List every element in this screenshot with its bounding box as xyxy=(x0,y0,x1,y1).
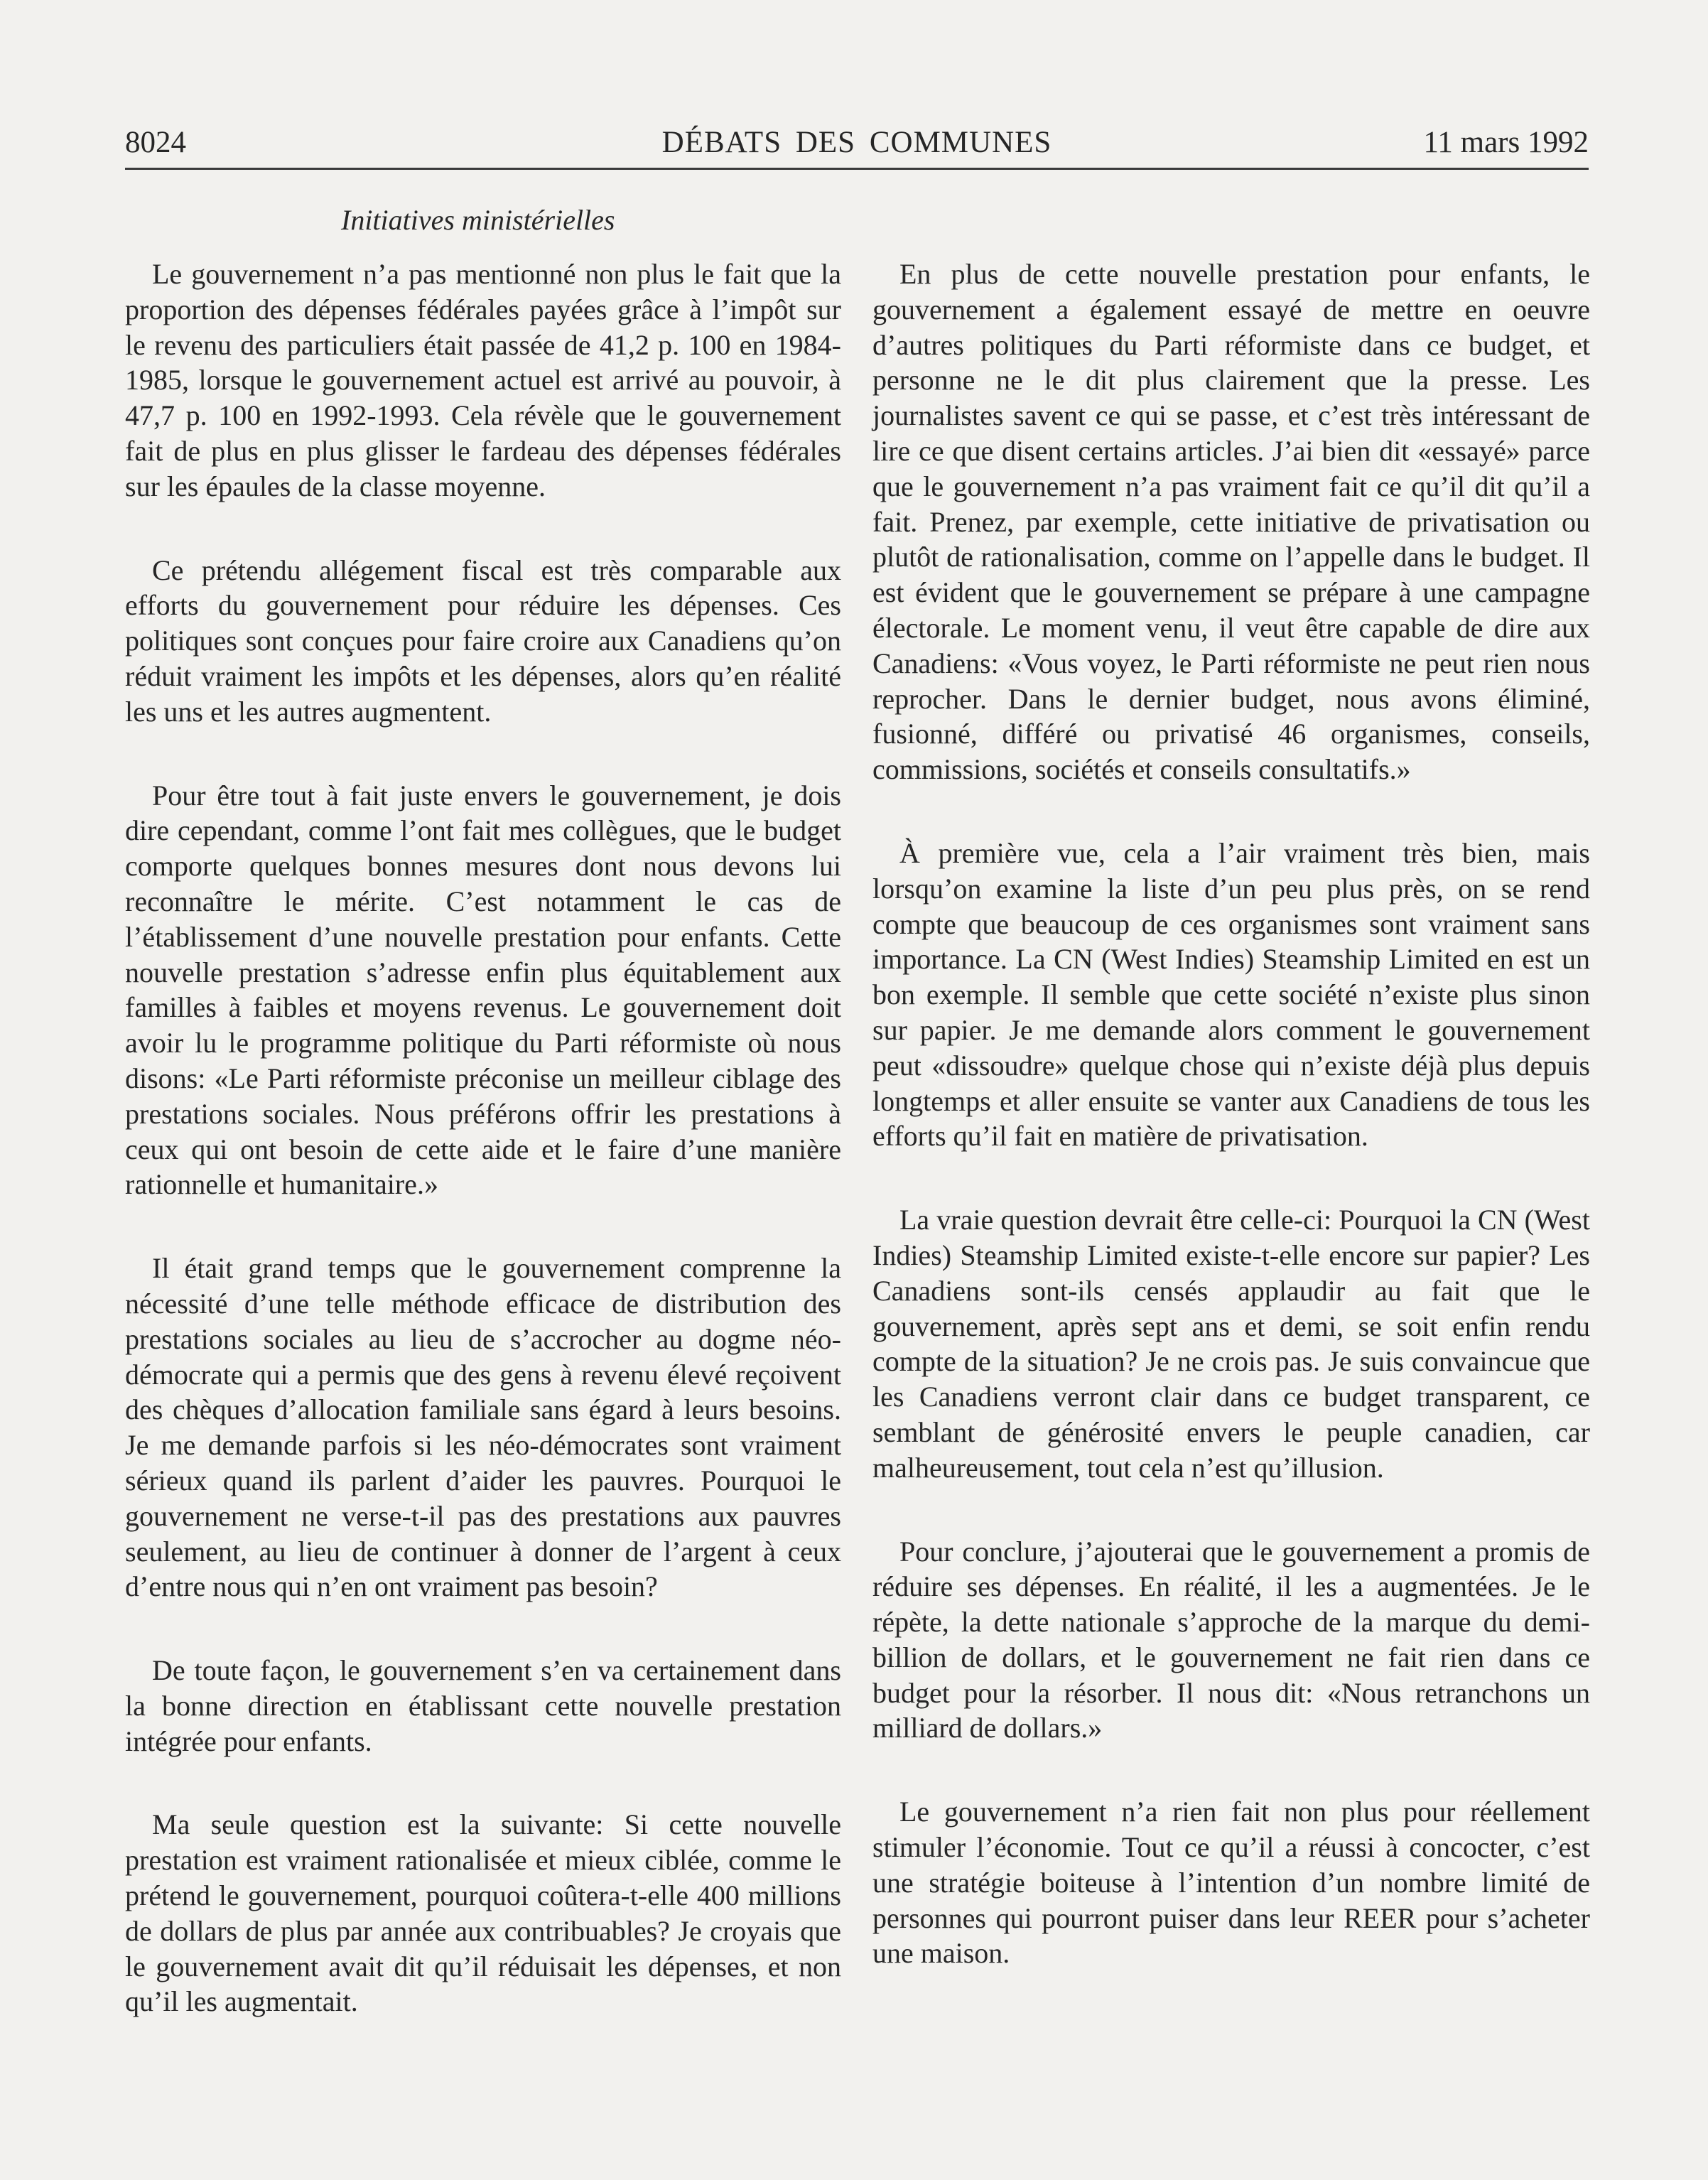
sitting-date: 11 mars 1992 xyxy=(1423,126,1589,159)
paragraph: Ce prétendu allégement fiscal est très comparable aux efforts du gouvernement pour réduire les dépenses. Ces politiques sont conçues pour faire croire aux Canadiens qu’on réduit vraiment les impôts et les dépenses, alors qu’en réalité les uns et les autres augmentent. xyxy=(125,554,841,728)
paragraph: En plus de cette nouvelle prestation pour enfants, le gouvernement a également essayé de mettre en oeuvre d’autres politiques du Parti réformiste dans ce budget, et personne ne le dit plus clairement que la presse. Les journalistes savent ce qui se passe, et c’est très intéressant de lire ce que disent certains articles. J’ai bien dit «essayé» parce que le gouvernement n’a pas vraiment fait ce qu’il dit qu’il a fait. Prenez, par exemple, cette initiative de privatisation ou plutôt de rationalisation, comme on l’appelle dans le budget. Il est évident que le gouvernement se prépare à une campagne électorale. Le moment venu, il veut être capable de dire aux Canadiens: «Vous voyez, le Parti réformiste ne peut rien nous reprocher. Dans le dernier budget, nous avons éliminé, fusionné, différé ou privatisé 46 organismes, conseils, commissions, sociétés et conseils consultatifs.» xyxy=(872,258,1590,786)
publication-title: DÉBATS DES COMMUNES xyxy=(661,126,1052,159)
section-heading: Initiatives ministérielles xyxy=(341,204,615,236)
paragraph: La vraie question devrait être celle-ci: Pourquoi la CN (West Indies) Steamship Limited existe-t-elle encore sur papier? Les Canadiens sont-ils censés applaudir au fait que le gouvernement, après sept ans et demi, se soit enfin rendu compte de la situation? Je ne crois pas. Je suis convaincue que les Canadiens verront clair dans ce budget transparent, ce semblant de générosité envers le peuple canadien, car malheureusement, tout cela n’est qu’illusion. xyxy=(872,1204,1590,1484)
page-header xyxy=(125,121,1589,165)
right-column xyxy=(872,257,1590,2019)
left-column xyxy=(125,257,841,2068)
paragraph: À première vue, cela a l’air vraiment très bien, mais lorsqu’on examine la liste d’un peu plus près, on se rend compte que beaucoup de ces organismes sont vraiment sans importance. La CN (West Indies) Steamship Limited en est un bon exemple. Il semble que cette société n’existe plus sinon sur papier. Je me demande alors comment le gouvernement peut «dissoudre» quelque chose qui n’existe déjà plus depuis longtemps et aller ensuite se vanter aux Canadiens de tous les efforts qu’il fait en matière de privatisation. xyxy=(872,836,1590,1153)
paragraph: Pour être tout à fait juste envers le gouvernement, je dois dire cependant, comme l’ont fait mes collègues, que le budget comporte quelques bonnes mesures dont nous devons lui reconnaître le mérite. C’est notamment le cas de l’établissement d’une nouvelle prestation pour enfants. Cette nouvelle prestation s’adresse enfin plus équitablement aux familles à faibles et moyens revenus. Le gouvernement doit avoir lu le programme politique du Parti réformiste où nous disons: «Le Parti réformiste préconise un meilleur ciblage des prestations sociales. Nous préférons offrir les prestations à ceux qui ont besoin de cette aide et le faire d’une manière rationnelle et humanitaire.» xyxy=(125,779,841,1201)
header-rule xyxy=(125,168,1589,170)
paragraph: Ma seule question est la suivante: Si cette nouvelle prestation est vraiment rationalisée et mieux ciblée, comme le prétend le gouvernement, pourquoi coûtera-t-elle 400 millions de dollars de plus par année aux contribuables? Je croyais que le gouvernement avait dit qu’il réduisait les dépenses, et non qu’il les augmentait. xyxy=(125,1808,841,2018)
paragraph: Il était grand temps que le gouvernement comprenne la nécessité d’une telle méthode efficace de distribution des prestations sociales au lieu de s’accrocher au dogme néo-démocrate qui a permis que des gens à revenu élevé reçoivent des chèques d’allocation familiale sans égard à leurs besoins. Je me demande parfois si les néo-démocrates sont vraiment sérieux quand ils parlent d’aider les pauvres. Pourquoi le gouvernement ne verse-t-il pas des prestations aux pauvres seulement, au lieu de continuer à donner de l’argent à ceux d’entre nous qui n’en ont vraiment pas besoin? xyxy=(125,1252,841,1603)
page-number: 8024 xyxy=(125,126,186,159)
paragraph: Pour conclure, j’ajouterai que le gouvernement a promis de réduire ses dépenses. En réalité, il les a augmentées. Je le répète, la dette nationale s’approche de la marque du demi-billion de dollars, et le gouvernement ne fait rien dans ce budget pour la résorber. Il nous dit: «Nous retranchons un milliard de dollars.» xyxy=(872,1535,1590,1744)
paragraph: De toute façon, le gouvernement s’en va certainement dans la bonne direction en établissant cette nouvelle prestation intégrée pour enfants. xyxy=(125,1654,841,1757)
paragraph: Le gouvernement n’a pas mentionné non plus le fait que la proportion des dépenses fédérales payées grâce à l’impôt sur le revenu des particuliers était passée de 41,2 p. 100 en 1984-1985, lorsque le gouvernement actuel est arrivé au pouvoir, à 47,7 p. 100 en 1992-1993. Cela révèle que le gouvernement fait de plus en plus glisser le fardeau des dépenses fédérales sur les épaules de la classe moyenne. xyxy=(125,258,841,502)
paragraph: Le gouvernement n’a rien fait non plus pour réellement stimuler l’économie. Tout ce qu’il a réussi à concocter, c’est une stratégie boiteuse à l’intention d’un nombre limité de personnes qui pourront puiser dans leur REER pour s’acheter une maison. xyxy=(872,1796,1590,1970)
